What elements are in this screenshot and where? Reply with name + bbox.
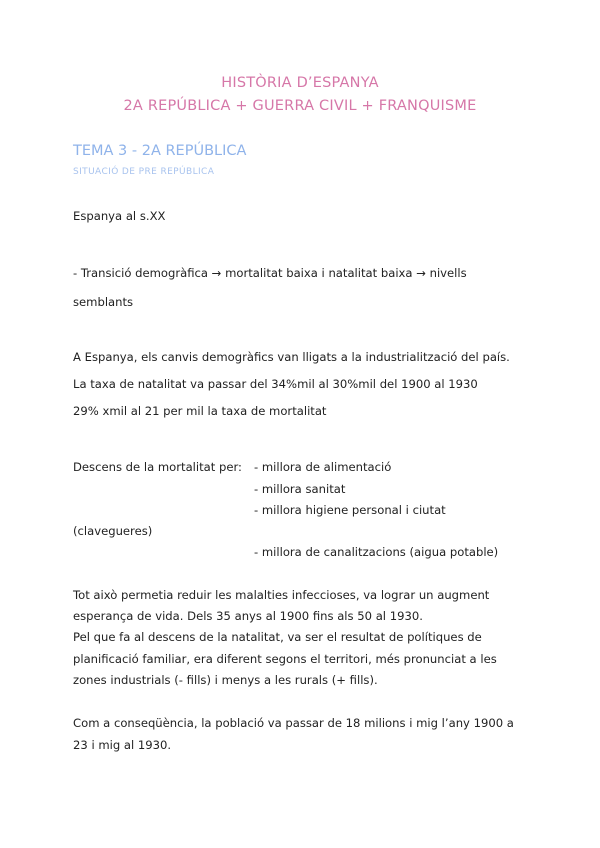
transition-line-2: semblants xyxy=(73,295,134,309)
mortality-item: - millora sanitat xyxy=(254,482,346,496)
para2-line-1: Tot això permetia reduir les malalties infeccioses, va lograr un augment xyxy=(73,588,490,602)
mortality-item: - millora higiene personal i ciutat xyxy=(254,503,446,517)
document-subtitle: 2A REPÚBLICA + GUERRA CIVIL + FRANQUISME xyxy=(123,98,477,114)
document-title: HISTÒRIA D’ESPANYA xyxy=(221,75,379,91)
section-subtitle: SITUACIÓ DE PRE REPÚBLICA xyxy=(73,167,215,177)
para1-line-3: 29% xmil al 21 per mil la taxa de mortalitat xyxy=(73,404,327,418)
section-title: TEMA 3 - 2A REPÚBLICA xyxy=(73,143,247,159)
para1-line-1: A Espanya, els canvis demogràfics van lligats a la industrialització del país. xyxy=(73,350,510,364)
transition-line-1: - Transició demogràfica → mortalitat baixa i natalitat baixa → nivells xyxy=(73,266,467,280)
para2-line-3: Pel que fa al descens de la natalitat, va ser el resultat de polítiques de xyxy=(73,630,482,644)
mortality-label: Descens de la mortalitat per: xyxy=(73,460,242,474)
mortality-item: - millora de canalitzacions (aigua potable) xyxy=(254,545,499,559)
para2-line-5: zones industrials (- fills) i menys a les rurals (+ fills). xyxy=(73,673,378,687)
para2-line-4: planificació familiar, era diferent segons el territori, més pronunciat a les xyxy=(73,652,497,666)
para2-line-2: esperança de vida. Dels 35 anys al 1900 fins als 50 al 1930. xyxy=(73,609,423,623)
para1-line-2: La taxa de natalitat va passar del 34%mil al 30%mil del 1900 al 1930 xyxy=(73,377,478,391)
para3-line-2: 23 i mig al 1930. xyxy=(73,738,172,752)
mortality-item: - millora de alimentació xyxy=(254,460,392,474)
mortality-wrap-text: (clavegueres) xyxy=(73,524,153,538)
body-heading: Espanya al s.XX xyxy=(73,209,166,223)
para3-line-1: Com a conseqüència, la població va passar de 18 milions i mig l’any 1900 a xyxy=(73,716,514,730)
